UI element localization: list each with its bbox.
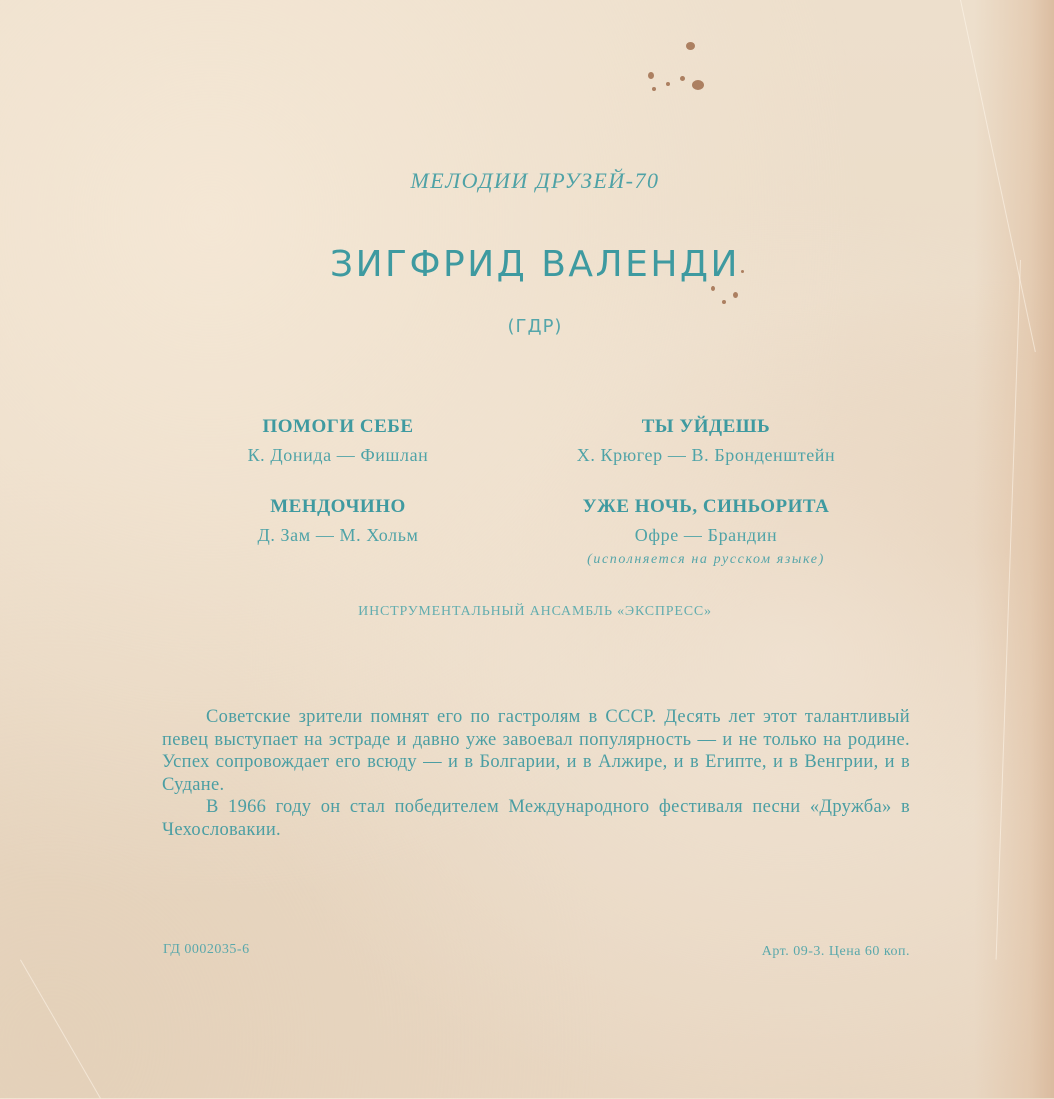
- song-item: [198, 416, 478, 466]
- artist-country: (ГДР): [507, 316, 563, 337]
- stain-spot: [722, 300, 726, 304]
- stain-spot: [666, 82, 670, 86]
- bio-paragraph: В 1966 году он стал победителем Международного фестиваля песни «Дружба» в Чехословакии.: [162, 797, 910, 840]
- song-credits: Х. Крюгер — В. Бронденштейн: [576, 445, 836, 465]
- song-item: [198, 496, 478, 546]
- paper-crease: [20, 960, 101, 1099]
- stain-spot: [680, 76, 685, 81]
- price-label: Арт. 09-3. Цена 60 коп.: [761, 944, 910, 959]
- series-title: МЕЛОДИИ ДРУЗЕЙ-70: [410, 168, 660, 193]
- ensemble-credit: ИНСТРУМЕНТАЛЬНЫЙ АНСАМБЛЬ «ЭКСПРЕСС»: [358, 604, 712, 619]
- song-credits: К. Донида — Фишлан: [247, 445, 429, 465]
- artist-biography: [162, 706, 910, 841]
- worn-edge: [974, 0, 1054, 1098]
- stain-spot: [652, 87, 656, 91]
- song-credits: Офре — Брандин: [634, 525, 778, 545]
- song-title: МЕНДОЧИНО: [270, 496, 406, 517]
- bio-paragraph: Советские зрители помнят его по гастролям в СССР. Десять лет этот талантливый певец выступает на эстраде и давно уже завоевал популярность — и не только на родине. Успех сопровождает его всюду — и в Болгарии, и в Алжире, и в Египте, и в Венгрии, и в Судане.: [162, 707, 910, 795]
- artist-name: ЗИГФРИД ВАЛЕНДИ: [330, 244, 740, 285]
- song-title: УЖЕ НОЧЬ, СИНЬОРИТА: [582, 496, 830, 517]
- stain-spot: [648, 72, 654, 79]
- song-credits: Д. Зам — М. Хольм: [257, 525, 419, 545]
- stain-spot: [686, 42, 695, 50]
- stain-spot: [692, 80, 704, 90]
- song-note: (исполняется на русском языке): [587, 552, 825, 567]
- song-title: ПОМОГИ СЕБЕ: [262, 416, 414, 437]
- stain-spot: [711, 286, 715, 291]
- song-title: ТЫ УЙДЕШЬ: [641, 416, 771, 437]
- stain-spot: [733, 292, 738, 298]
- song-item: [516, 416, 896, 466]
- catalog-number: ГД 0002035-6: [163, 942, 250, 957]
- song-item: [516, 496, 896, 568]
